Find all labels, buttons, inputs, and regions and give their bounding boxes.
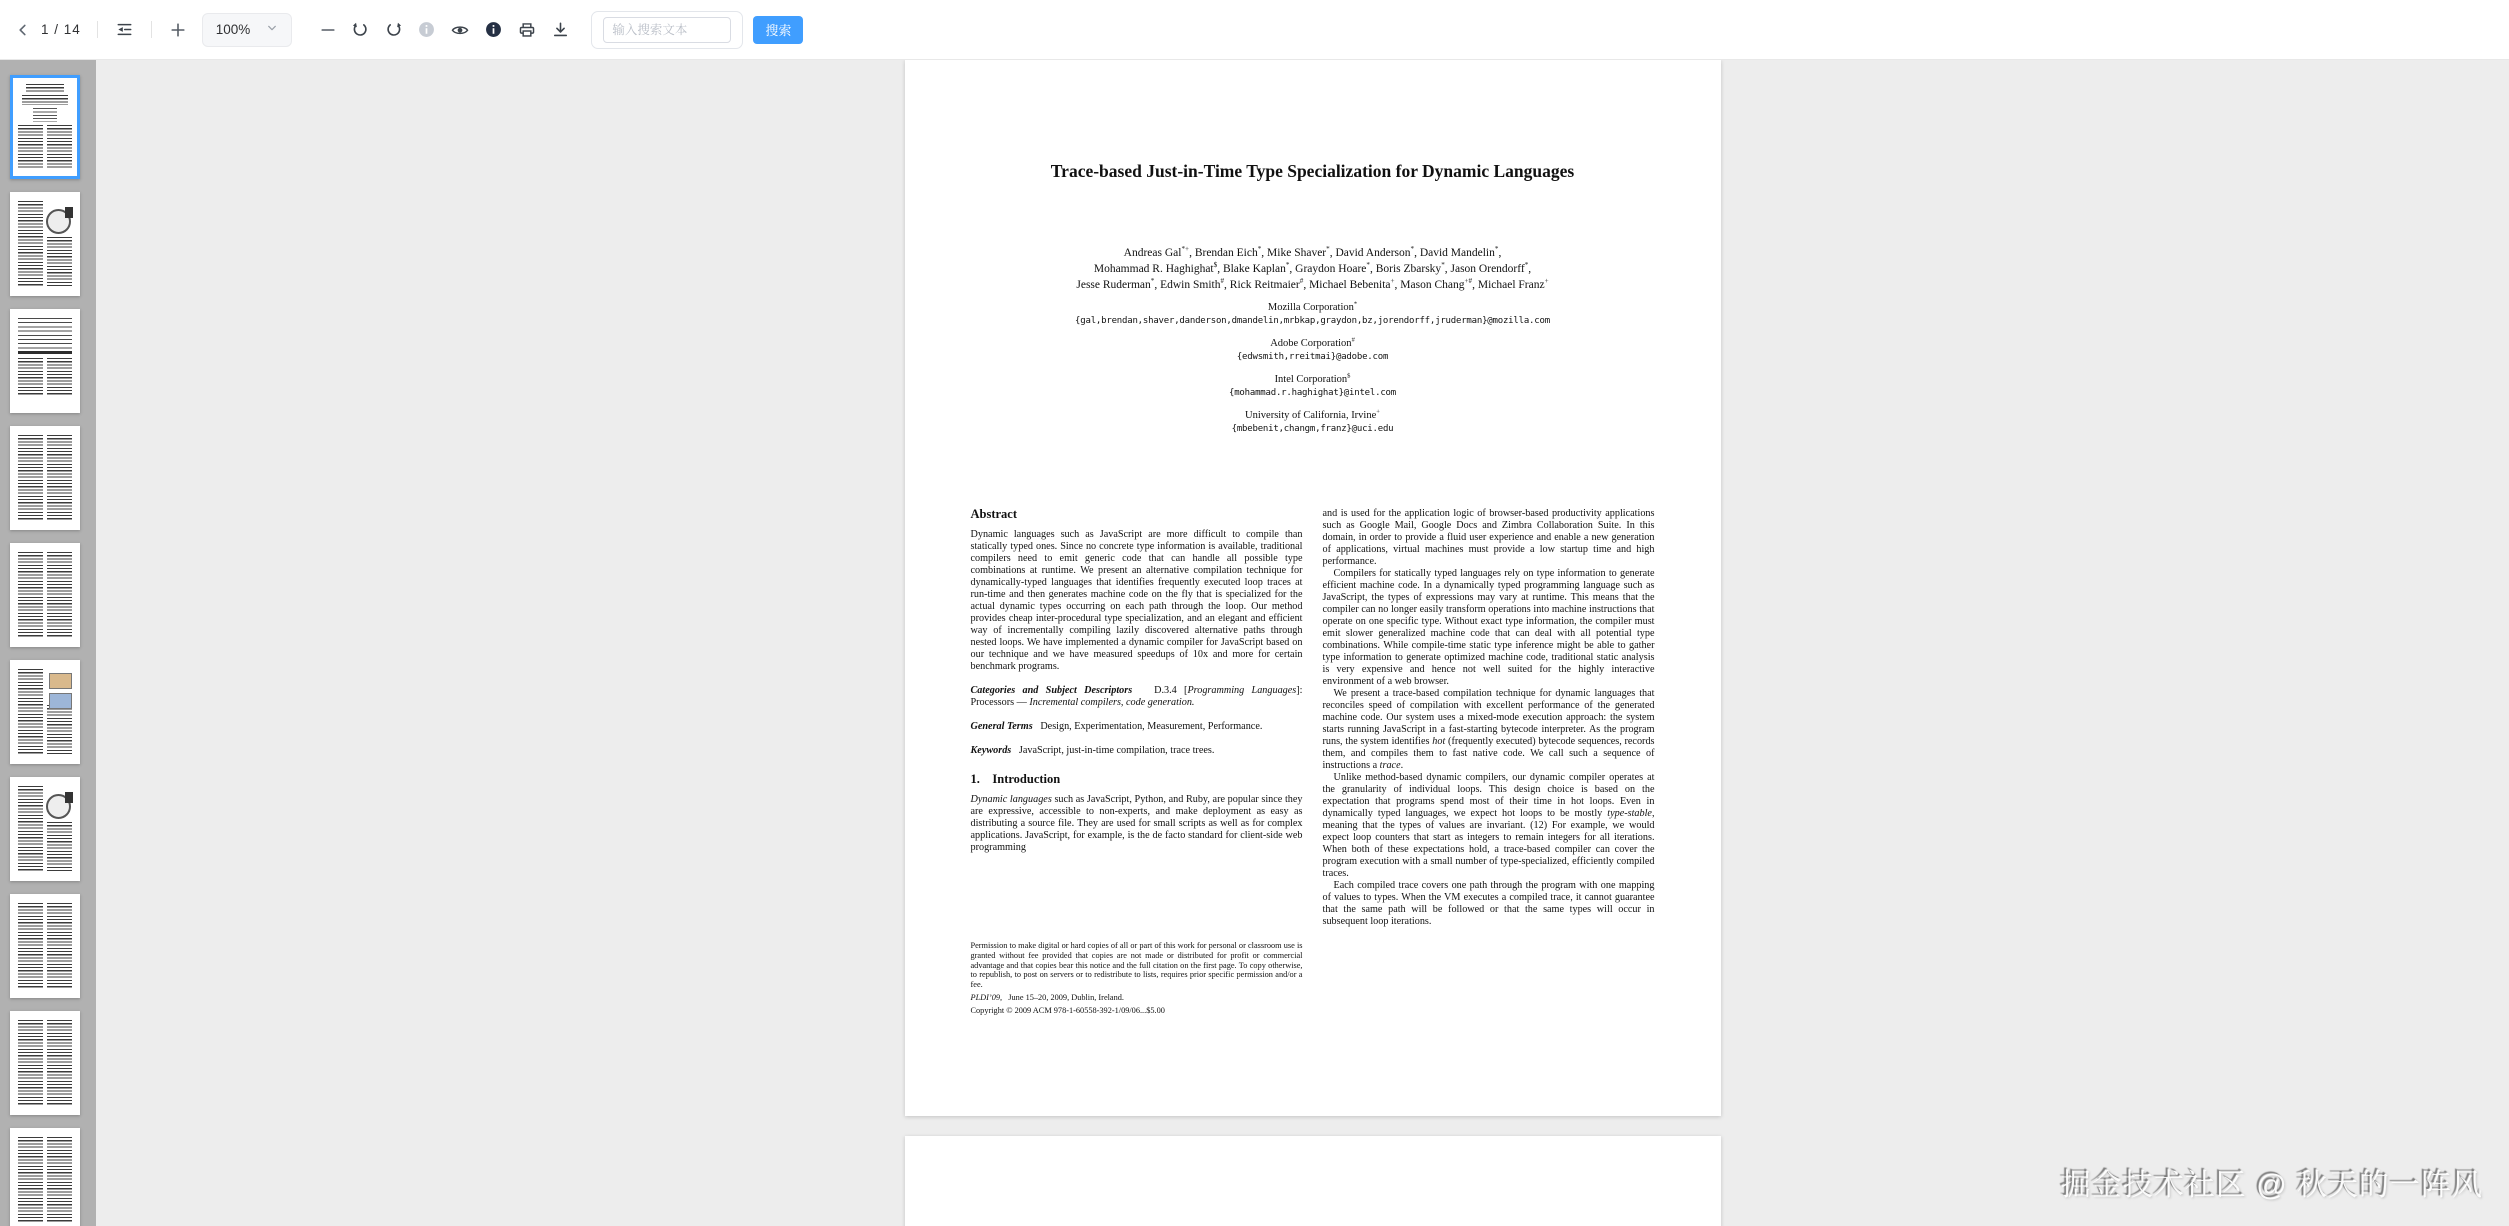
plus-icon [170,22,186,38]
body-paragraph: Unlike method-based dynamic compilers, our dynamic compiler operates at the granularity of individual loops. This design choice is based on the expectation that programs spend most of their time in hot loops. Even in dynamically typed languages, we expect hot loops to be mostly type-stable, meaning that the types of values are invariant. (12) For example, we would expect loop counters that start as integers to remain integers for all iterations. When both of these expectations hold, a trace-based compiler can cover the program execution with a small number of type-specialized, efficiently compiled traces. [1322,772,1655,879]
content-area [0,60,2509,1226]
author-line: Jesse Ruderman*, Edwin Smith#, Rick Reitmaier#, Michael Bebenita+, Mason Chang+#, Michael Franz+ [1076,277,1549,291]
minus-icon [320,22,336,38]
document-viewer[interactable] [96,60,2509,1226]
affiliation-name: Mozilla Corporation* [1267,300,1358,313]
permission-text: Permission to make digital or hard copies of all or part of this work for personal or classroom use is granted without fee provided that copies are not made or distributed for profit or commercial advantage and that copies bear this notice and the full citation on the first page. To copy otherwise, to republish, to post on servers or to redistribute to lists, requires prior specific permission and/or a fee. [970,941,1303,990]
body-paragraph: Compilers for statically typed languages rely on type information to generate efficient machine code. In a dynamically typed programming language such as JavaScript, the types of expressions may vary at runtime. This means that the compiler can no longer easily transform operations into machine instructions that operate on one specific type. Without exact type information, the compiler must emit slower generalized machine code that can deal with all potential type combinations. While compile-time static type inference might be able to gather type information to generate optimized machine code, traditional static analysis is very expensive and hence not well suited for the highly interactive environment of a web browser. [1322,568,1655,687]
chevron-down-icon [266,21,278,39]
thumbnail-page-10[interactable] [10,1128,80,1226]
toolbar [0,0,2509,60]
download-icon [552,21,569,38]
toggle-thumbnails-button[interactable] [112,17,137,42]
body-paragraph: Each compiled trace covers one path through the program with one mapping of values to types. When the VM executes a compiled trace, it cannot guarantee that the same path will be followed or that the same types will occur in subsequent loop iterations. [1322,880,1655,927]
toolbar-divider [97,21,98,38]
affiliation-email: {gal,brendan,shaver,danderson,dmandelin,mrbkap,graydon,bz,jorendorff,jruderman}@mozilla.com [1075,316,1550,326]
thumbnail-page-8[interactable] [10,894,80,998]
thumbnail-page-1[interactable] [10,75,80,179]
watermark: 掘金技术社区 @ 秋天的一阵风 [2060,1169,2483,1202]
copyright-text: Copyright © 2009 ACM 978-1-60558-392-1/09/06...$5.00 [970,1005,1165,1015]
affiliation [905,337,1721,364]
right-column [1323,508,1655,928]
sidebar-toggle-icon [116,21,133,38]
keywords-text: Keywords JavaScript, just-in-time compilation, trace trees. [970,745,1215,756]
chevron-left-icon [15,22,31,38]
affiliation [905,409,1721,436]
print-button[interactable] [514,17,540,43]
info-muted-button[interactable] [414,17,439,42]
thumbnail-page-3[interactable] [10,309,80,413]
download-button[interactable] [548,17,573,42]
general-terms-text: General Terms Design, Experimentation, Measurement, Performance. [970,721,1263,732]
zoom-in-button[interactable] [166,18,190,42]
thumbnail-page-7[interactable] [10,777,80,881]
pdf-page-1 [905,60,1721,1116]
categories-text: Categories and Subject Descriptors D.3.4 [Programming Languages]: Processors — Incremental compilers, code generation. [970,685,1303,708]
previous-page-button[interactable] [11,18,35,42]
thumbnail-page-9[interactable] [10,1011,80,1115]
introduction-text: Dynamic languages such as JavaScript, Python, and Ruby, are popular since they are expressive, accessible to non-experts, and make deployment as easy as distributing a source file. They are used for small scripts as well as for complex applications. JavaScript, for example, is the de facto standard for client-side web programming [970,794,1303,853]
rotate-counterclockwise-button[interactable] [348,17,373,42]
zoom-out-button[interactable] [316,18,340,42]
affiliation-email: {mbebenit,changm,franz}@uci.edu [1231,424,1394,434]
affiliation-name: University of California, Irvine+ [1245,408,1380,421]
author-line: Mohammad R. Haghighat$, Blake Kaplan*, Graydon Hoare*, Boris Zbarsky*, Jason Orendorff*, [1093,261,1532,275]
eye-icon [451,21,469,39]
introduction-heading: 1. Introduction [970,772,1061,786]
affiliation-email: {mohammad.r.haghighat}@intel.com [1229,388,1396,398]
affiliation-name: Adobe Corporation# [1270,336,1355,349]
paper-affiliations [905,301,1721,445]
abstract-heading: Abstract [970,507,1018,521]
affiliation [905,301,1721,328]
body-paragraph: We present a trace-based compilation technique for dynamic languages that reconciles speed of compilation with excellent performance of the generated machine code. Our system uses a mixed-mode execution approach: the system starts running JavaScript in a fast-starting bytecode interpreter. As the program runs, the system identifies hot (frequently executed) bytecode sequences, records them, and compiles them to fast native code. We call such a sequence of instructions a trace. [1322,688,1655,771]
abstract-text: Dynamic languages such as JavaScript are more difficult to compile than statically typed ones. Since no concrete type information is available, traditional compilers need to emit generic code that can handle all possible type combinations at runtime. We present an alternative compilation technique for dynamically-typed languages that identifies frequently executed loop traces at run-time and then generates machine code on the fly that is specialized for the actual dynamic types occurring on each path through the loop. Our method provides cheap inter-procedural type specialization, and an elegant and efficient way of incrementally compiling lazily discovered alternative paths through nested loops. We have implemented a dynamic compiler for JavaScript based on our technique and we have measured speedups of 10x and more for certain benchmark programs. [970,529,1303,672]
search-box [591,11,743,49]
toolbar-divider [151,21,152,38]
pdf-page-2 [905,1136,1721,1226]
info-icon [485,21,502,38]
info-muted-icon [418,21,435,38]
thumbnail-list [10,75,96,1226]
search-button[interactable]: 搜索 [753,16,803,44]
author-line: Andreas Gal*+, Brendan Eich*, Mike Shaver*, David Anderson*, David Mandelin*, [1123,245,1502,259]
venue-text: PLDI’09, June 15–20, 2009, Dublin, Ireland. [970,992,1124,1002]
thumbnail-page-6[interactable] [10,660,80,764]
thumbnail-page-4[interactable] [10,426,80,530]
affiliation-email: {edwsmith,rreitmai}@adobe.com [1236,352,1389,362]
affiliation [905,373,1721,400]
copyright-footnote [971,941,1303,1016]
page-indicator: 1 / 14 [41,22,81,37]
thumbnail-sidebar [0,60,96,1226]
paper-title: Trace-based Just-in-Time Type Specialization for Dynamic Languages [1050,161,1575,181]
zoom-level-dropdown[interactable] [202,13,293,47]
left-column [971,508,1303,854]
rotate-clockwise-icon [385,21,402,38]
rotate-clockwise-button[interactable] [381,17,406,42]
printer-icon [518,21,536,39]
search-input[interactable] [603,17,731,43]
paper-authors [905,245,1721,293]
affiliation-name: Intel Corporation$ [1274,372,1351,385]
body-paragraph: and is used for the application logic of browser-based productivity applications such as Google Mail, Google Docs and Zimbra Collaboration Suite. In this domain, in order to provide a fluid user experience and enable a new generation of applications, virtual machines must provide a low startup time and high performance. [1322,508,1655,567]
preview-button[interactable] [447,17,473,43]
zoom-level-value: 100% [215,22,251,37]
info-button[interactable] [481,17,506,42]
thumbnail-page-2[interactable] [10,192,80,296]
rotate-counterclockwise-icon [352,21,369,38]
thumbnail-page-5[interactable] [10,543,80,647]
